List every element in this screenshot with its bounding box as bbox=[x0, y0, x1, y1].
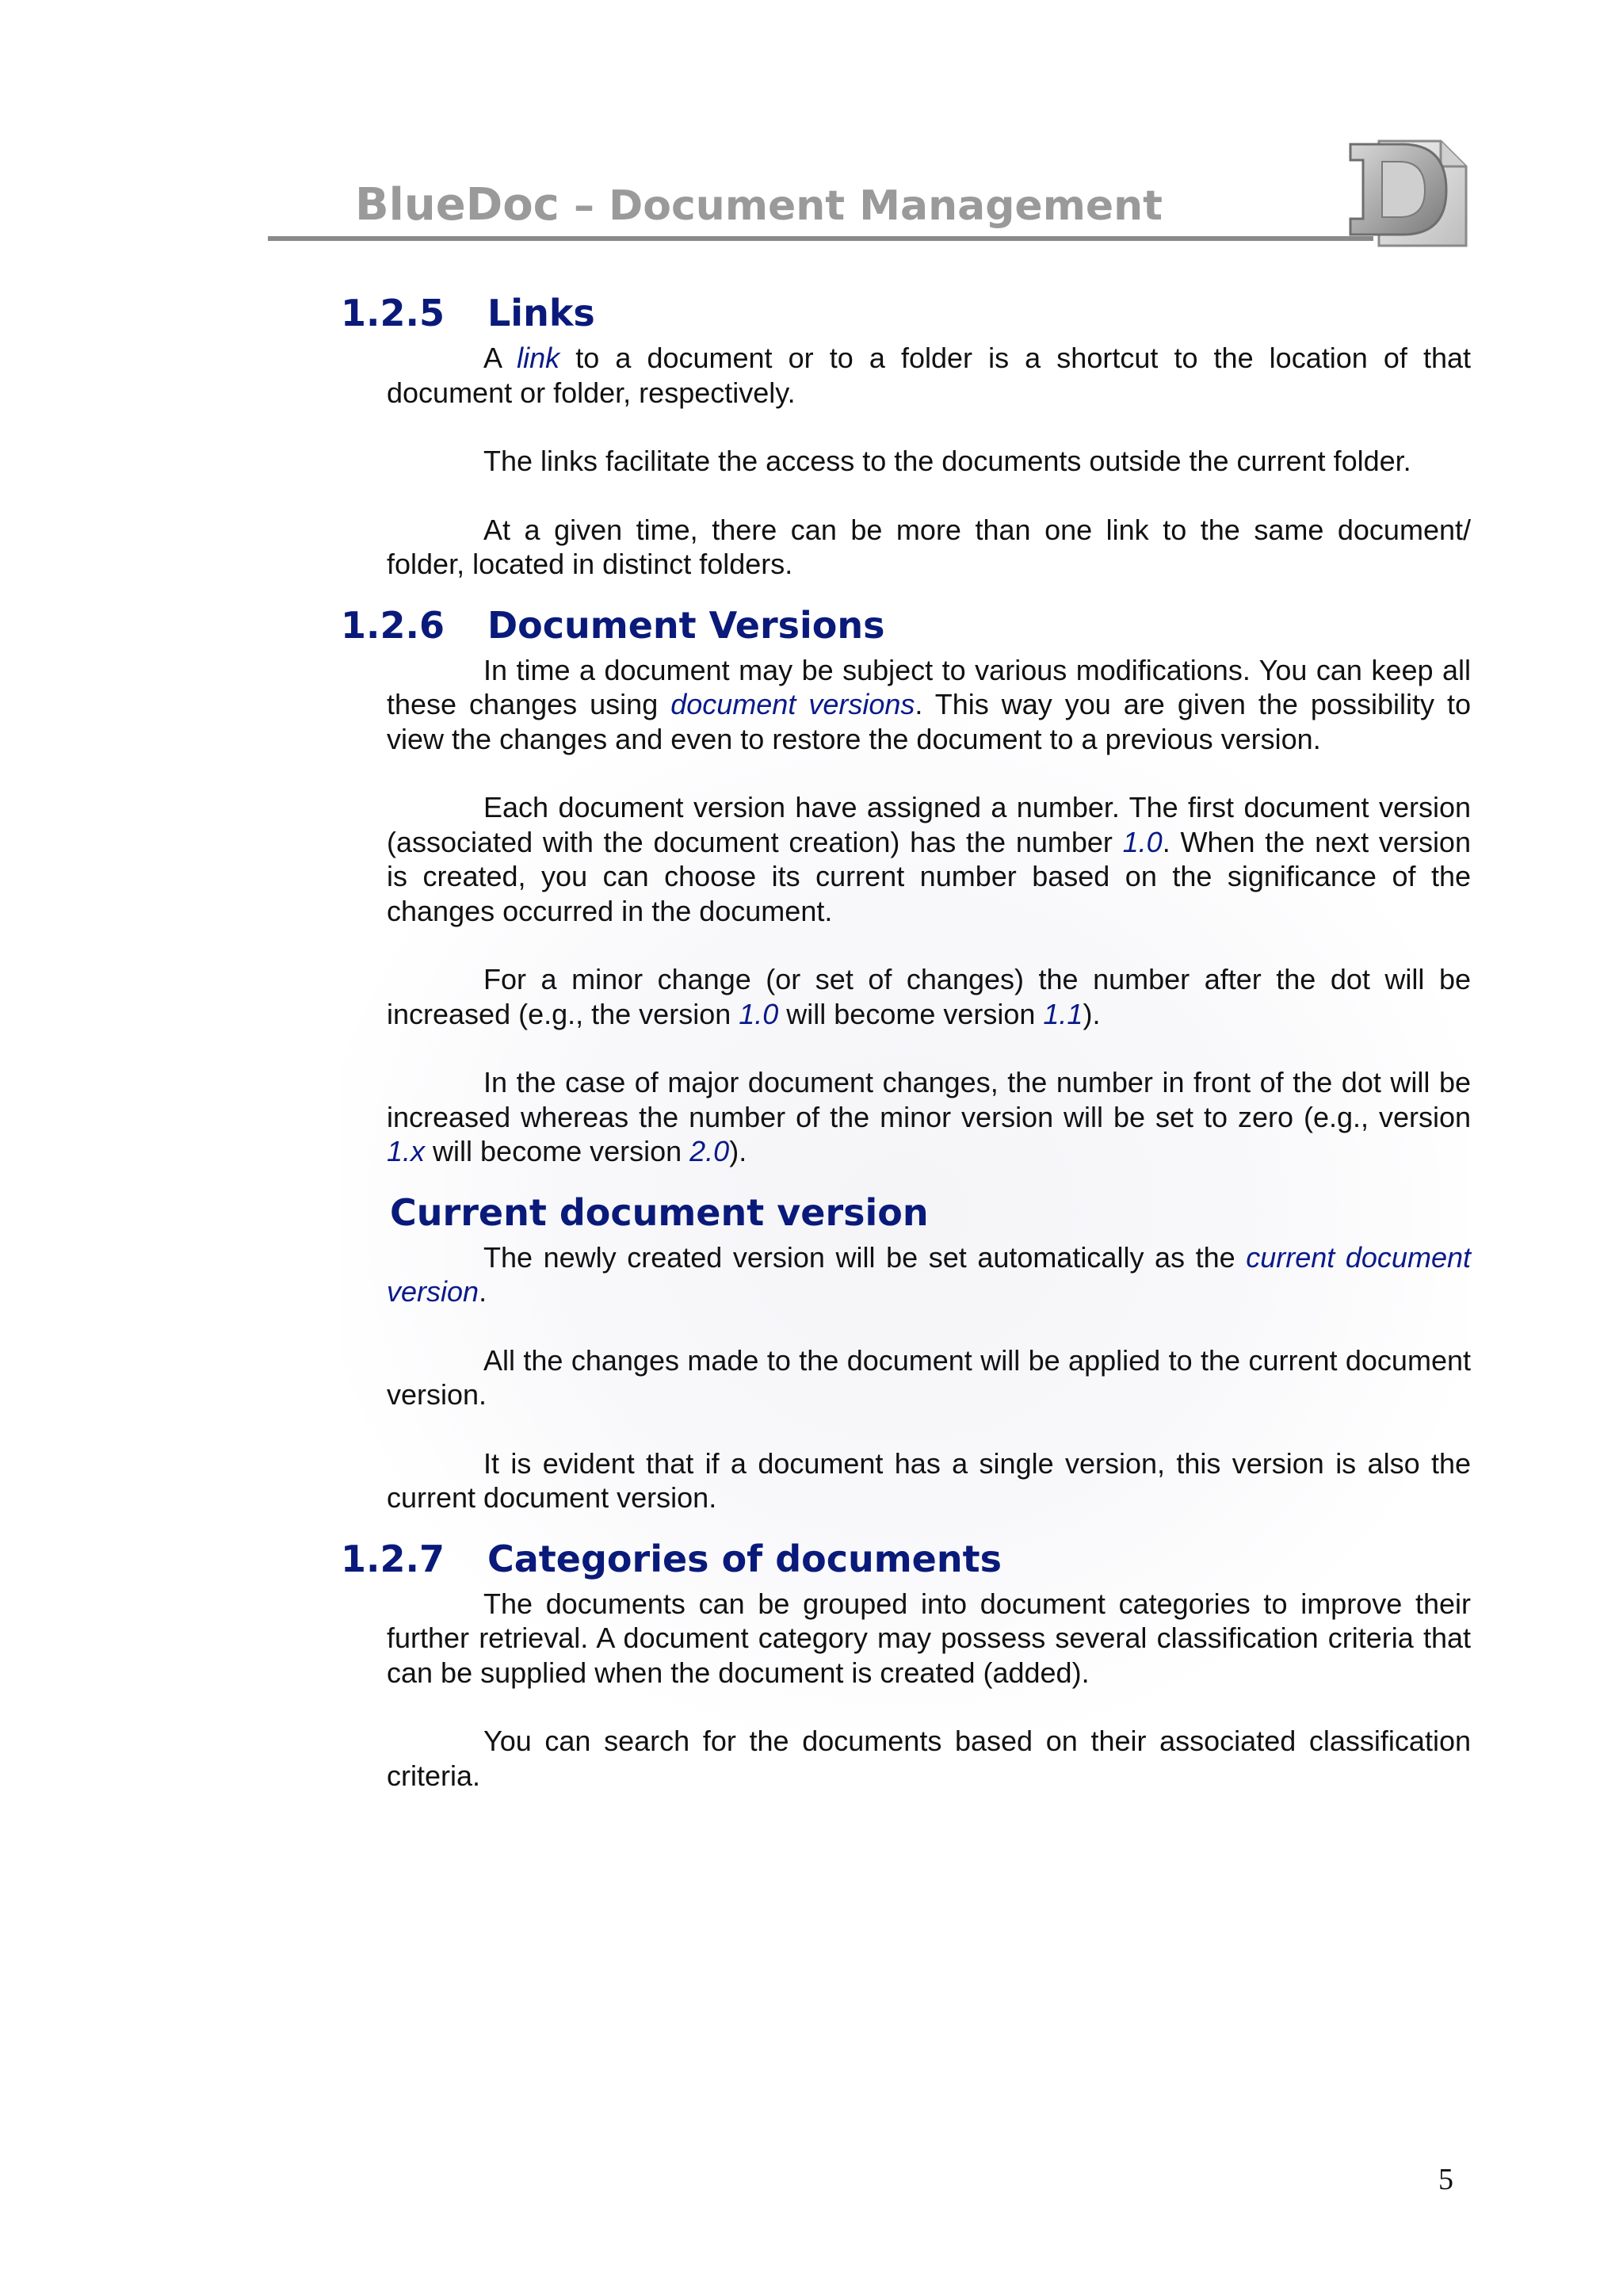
links-paragraph-1 bbox=[387, 341, 1471, 410]
text-run: A bbox=[483, 342, 517, 374]
links-paragraph-2: The links facilitate the access to the documents outside the current folder. bbox=[483, 445, 1411, 477]
section-title: Links bbox=[487, 292, 595, 334]
term-current-document-version: current document version bbox=[387, 1240, 1471, 1308]
categories-paragraph-1: The documents can be grouped into document categories to improve their further retrieval. A document category may possess several classification criteria that can be supplied when the document is created (added). bbox=[387, 1587, 1471, 1689]
text-run: ). bbox=[1083, 997, 1101, 1030]
text-run: will become version bbox=[425, 1135, 690, 1167]
version-number: 2.0 bbox=[689, 1135, 730, 1167]
text-run: . When the next version is created, you can choose its current number based on the significance of the changes occurred in the document. bbox=[387, 825, 1471, 927]
text-run: will become version bbox=[778, 997, 1044, 1030]
text-run: The newly created version will be set automatically as the bbox=[483, 1240, 1247, 1274]
text-run: In the case of major document changes, the number in front of the dot will be increased whereas the number of the minor version will be set to zero (e.g., version bbox=[387, 1066, 1471, 1133]
subheading-current-document-version: Current document version bbox=[390, 1190, 929, 1234]
versions-paragraph-1 bbox=[387, 653, 1471, 757]
current-paragraph-3: It is evident that if a document has a single version, this version is also the current document version. bbox=[387, 1446, 1471, 1514]
text-run: For a minor change (or set of changes) the number after the dot will be increased (e.g., the version bbox=[387, 963, 1471, 1030]
version-number: 1.1 bbox=[1043, 997, 1083, 1030]
term-document-versions: document versions bbox=[670, 688, 915, 720]
section-number: 1.2.7 bbox=[341, 1537, 445, 1580]
header-brand-title bbox=[355, 179, 1163, 231]
header-rule bbox=[268, 236, 1373, 241]
section-number: 1.2.5 bbox=[341, 292, 445, 334]
text-run: . This way you are given the possibility to view the changes and even to restore the document to a previous version. bbox=[387, 688, 1471, 755]
links-paragraph-3: At a given time, there can be more than one link to the same document/ folder, located in distinct folders. bbox=[387, 513, 1471, 580]
text-run: to a document or to a folder is a shortcut to the location of that document or folder, respectively. bbox=[387, 342, 1472, 409]
page-header bbox=[268, 133, 1472, 252]
section-heading-categories bbox=[341, 1531, 1470, 1587]
versions-paragraph-3 bbox=[387, 962, 1471, 1031]
versions-paragraph-4 bbox=[387, 1065, 1471, 1169]
current-paragraph-2: All the changes made to the document will be applied to the current document version. bbox=[387, 1343, 1471, 1411]
current-paragraph-1 bbox=[387, 1240, 1471, 1309]
term-link: link bbox=[517, 342, 560, 374]
text-run: . bbox=[479, 1275, 487, 1308]
version-number: 1.x bbox=[387, 1135, 426, 1167]
version-number: 1.0 bbox=[1122, 825, 1163, 858]
brand-name: BlueDoc bbox=[355, 179, 559, 231]
main-content bbox=[341, 285, 1470, 1827]
text-run: Each document version have assigned a number. The first document version (associated with the document creation) has the number bbox=[387, 791, 1471, 858]
section-heading-versions bbox=[341, 598, 1470, 653]
brand-subtitle: – Document Management bbox=[559, 182, 1163, 230]
section-title: Categories of documents bbox=[487, 1537, 1002, 1580]
text-run: In time a document may be subject to various modifications. You can keep all these changes using bbox=[387, 653, 1471, 720]
section-title: Document Versions bbox=[487, 603, 885, 647]
categories-paragraph-2: You can search for the documents based on their associated classification criteria. bbox=[387, 1725, 1471, 1792]
text-run: ). bbox=[729, 1135, 747, 1167]
versions-paragraph-2 bbox=[387, 790, 1471, 928]
section-number: 1.2.6 bbox=[341, 603, 445, 647]
section-heading-links bbox=[341, 285, 1470, 341]
bluedoc-logo-icon bbox=[1347, 133, 1474, 252]
version-number: 1.0 bbox=[739, 997, 779, 1030]
page-number: 5 bbox=[1438, 2163, 1453, 2196]
